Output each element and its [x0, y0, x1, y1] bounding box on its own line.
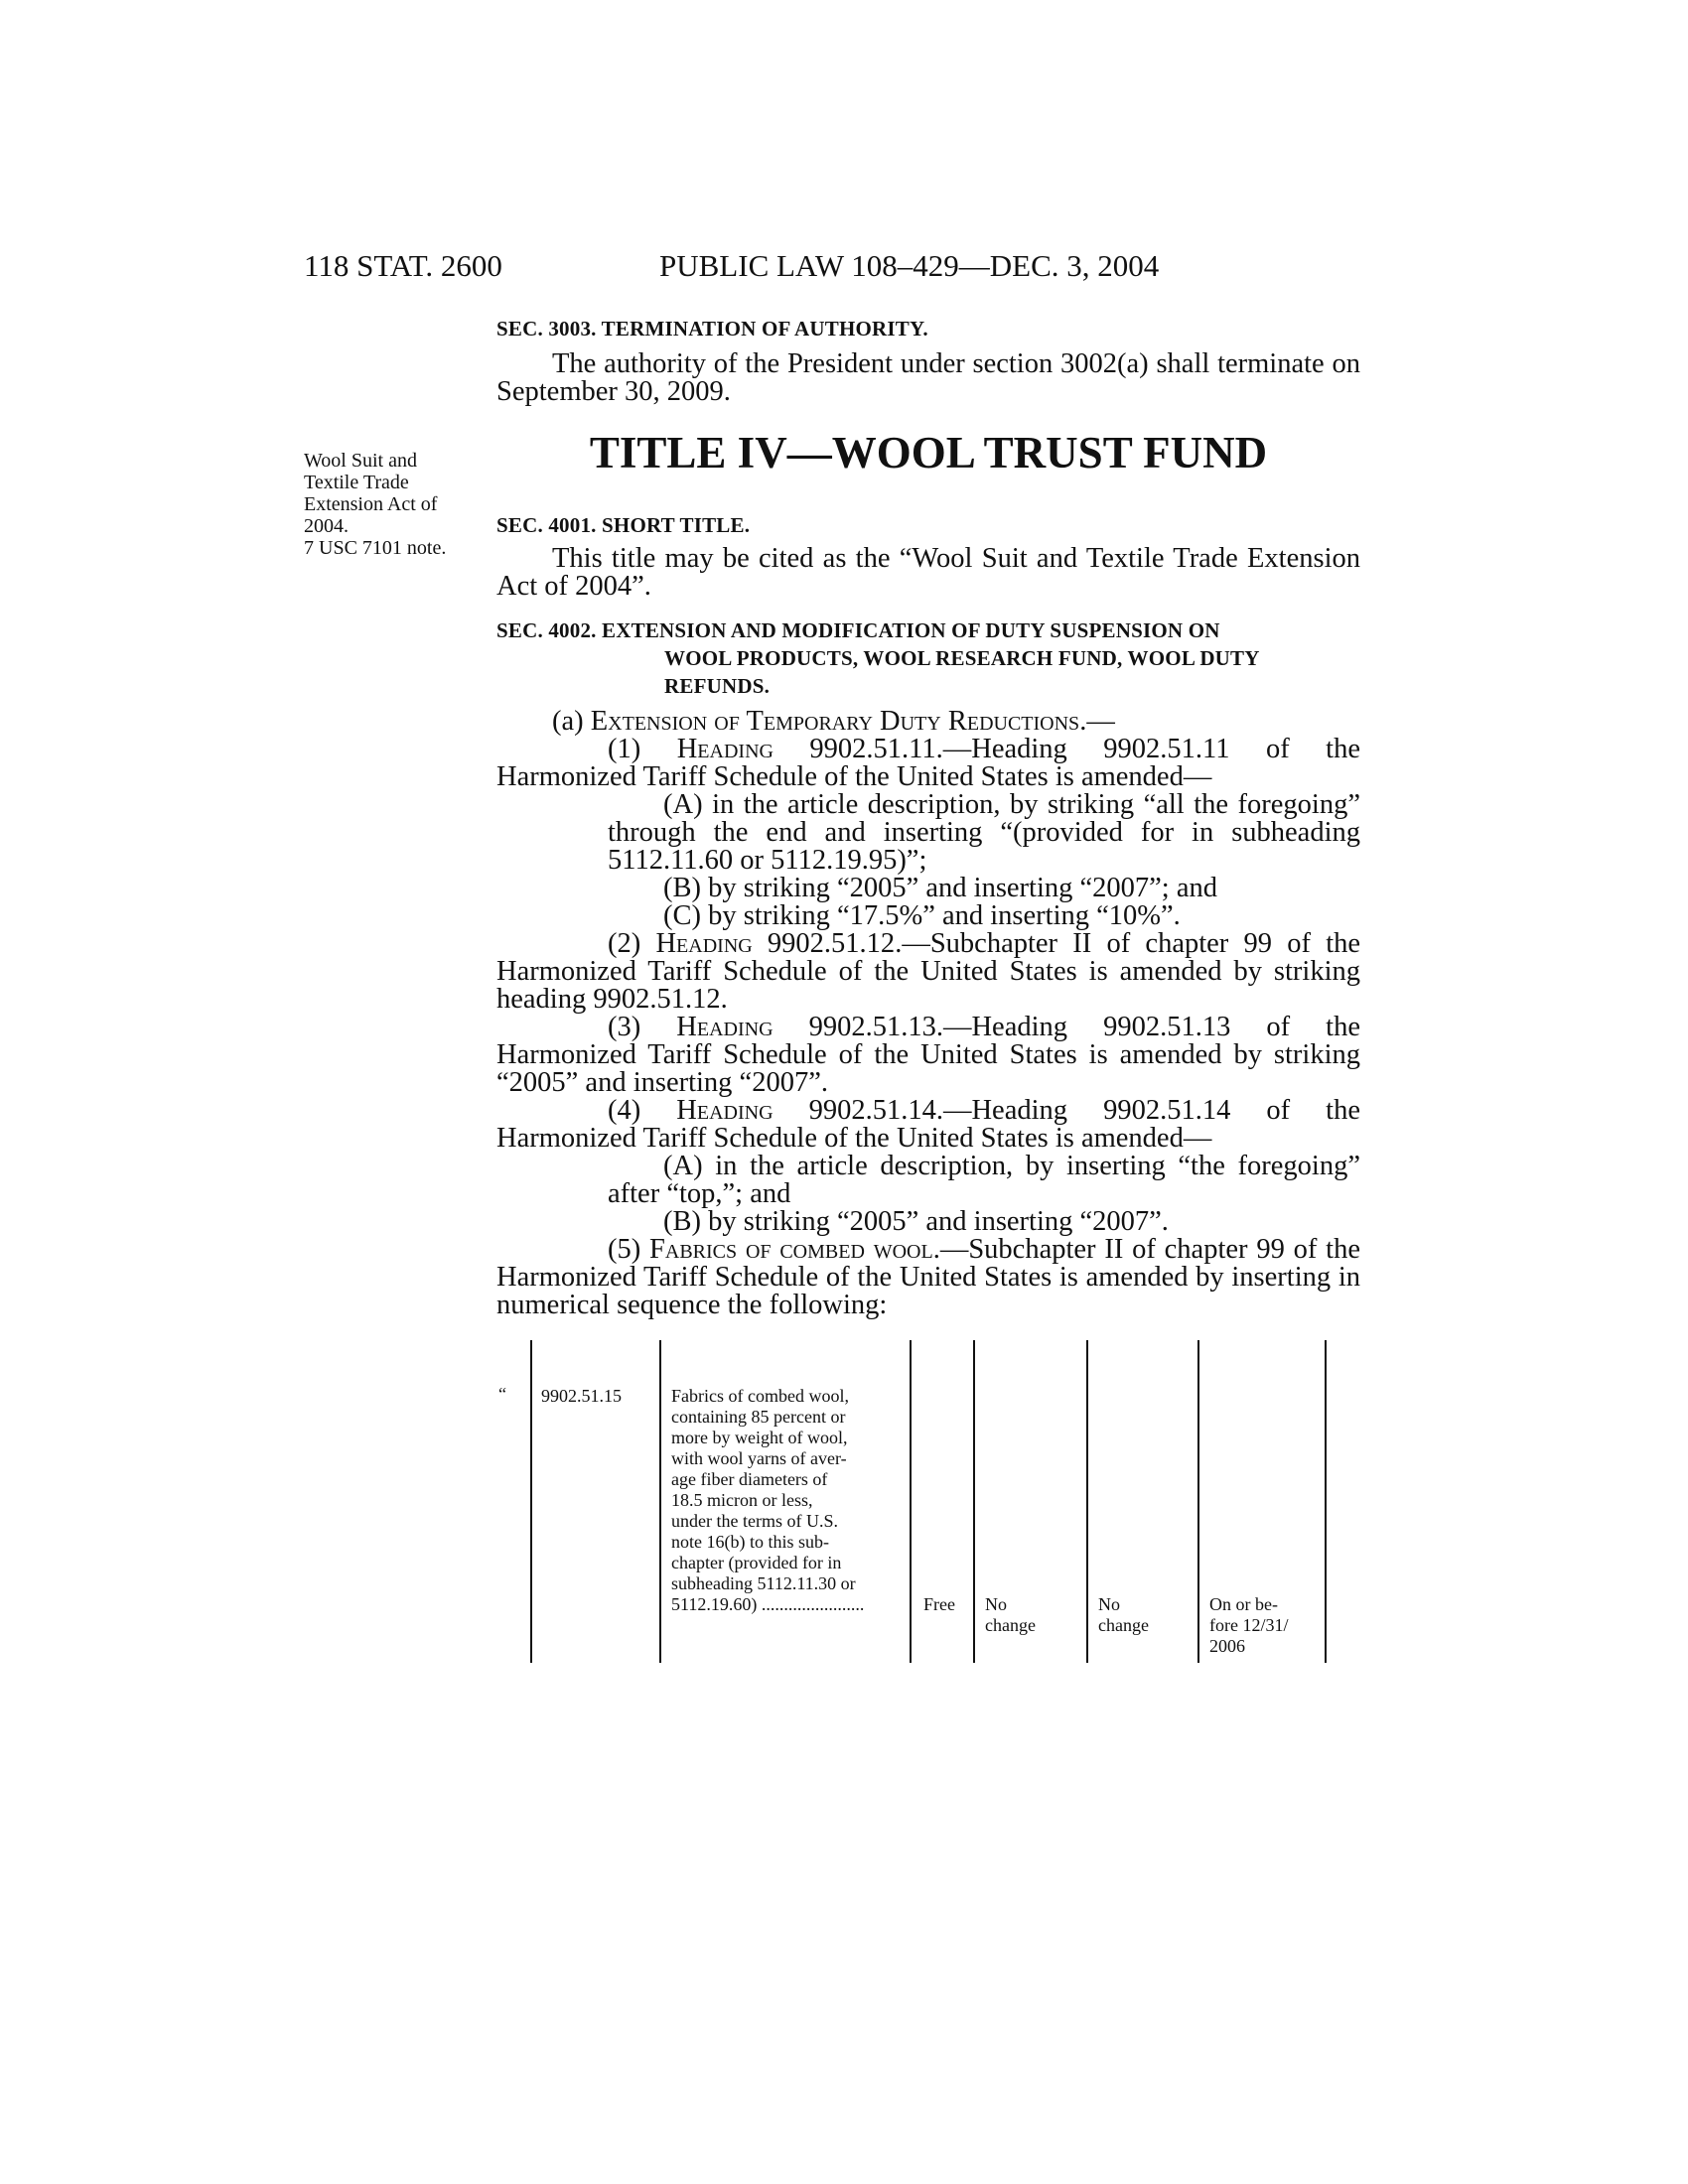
description-line: 5112.19.60) ....................... — [671, 1594, 865, 1614]
margin-note — [304, 450, 483, 559]
sec-3003-heading: SEC. 3003. TERMINATION OF AUTHORITY. — [496, 317, 928, 341]
cell-line: fore 12/31/ — [1209, 1615, 1289, 1635]
paragraph-heading: Heading 9902.51.12 — [655, 928, 896, 959]
subparagraph-4a: (A) in the article description, by inserting “the foregoing” after “top,”; and — [608, 1151, 1360, 1209]
public-law-header: PUBLIC LAW 108–429—DEC. 3, 2004 — [659, 248, 1160, 283]
tariff-table — [487, 1340, 1340, 1663]
sec-4002-heading-line: SEC. 4002. EXTENSION AND MODIFICATION OF DUTY SUSPENSION ON — [496, 618, 1220, 642]
article-description — [671, 1386, 906, 1615]
paragraph-label: (4) — [608, 1095, 677, 1126]
rate-of-duty: Free — [923, 1594, 955, 1614]
margin-note-line: 7 USC 7101 note. — [304, 537, 447, 559]
subsection-a-heading: Extension of Temporary Duty Reductions — [590, 706, 1080, 737]
margin-note-line: Wool Suit and — [304, 450, 417, 472]
description-line: subheading 5112.11.30 or — [671, 1573, 856, 1593]
description-line: chapter (provided for in — [671, 1553, 842, 1572]
margin-note-line: Textile Trade — [304, 472, 409, 493]
paragraph-text: .—Heading 9902.51.13 of the Harmonized Tariff Schedule of the United States is amended by striking “2005” and inserting “2007”. — [496, 1012, 1361, 1098]
paragraph-5 — [496, 1236, 1360, 1319]
paragraph-label: (5) — [608, 1234, 650, 1265]
description-line: containing 85 percent or — [671, 1407, 846, 1427]
margin-note-line: 2004. — [304, 515, 349, 537]
table-rule — [530, 1340, 532, 1663]
paragraph-text: .—Subchapter II of chapter 99 of the Harmonized Tariff Schedule of the United States is amended by striking heading 9902.51.12. — [496, 928, 1361, 1015]
description-line: Fabrics of combed wool, — [671, 1386, 849, 1406]
sec-3003-body: The authority of the President under section 3002(a) shall terminate on September 30, 2009. — [496, 348, 1360, 407]
paragraph-text: .—Subchapter II of chapter 99 of the Harmonized Tariff Schedule of the United States is amended by inserting in numerical sequence the following: — [496, 1234, 1360, 1320]
sec-4002-heading-line: WOOL PRODUCTS, WOOL RESEARCH FUND, WOOL DUTY — [664, 646, 1260, 670]
sec-4002-body — [496, 708, 1360, 1319]
sec-4002-heading — [496, 616, 1370, 700]
table-rule — [973, 1340, 975, 1663]
paragraph-4 — [496, 1097, 1360, 1153]
description-line: with wool yarns of aver- — [671, 1448, 847, 1468]
title-heading: TITLE IV—WOOL TRUST FUND — [589, 428, 1268, 478]
table-rule — [1197, 1340, 1199, 1663]
opening-quote-mark: “ — [498, 1384, 506, 1404]
subsection-a-label: (a) — [552, 706, 591, 737]
paragraph-heading: Heading 9902.51.14 — [676, 1095, 936, 1126]
paragraph-3 — [496, 1014, 1360, 1097]
description-line: age fiber diameters of — [671, 1469, 828, 1489]
special-rate-column — [1098, 1594, 1149, 1636]
paragraph-heading: Fabrics of combed wool — [649, 1234, 933, 1265]
general-rate-column — [985, 1594, 1036, 1636]
subparagraph-1a: (A) in the article description, by striking “all the foregoing” through the end and inserting “(provided for in subheading 5112.11.60 or 5112.19.95)”; — [608, 789, 1360, 876]
cell-line: change — [1098, 1615, 1149, 1635]
effective-period — [1209, 1594, 1288, 1657]
table-rule — [1325, 1340, 1327, 1663]
cell-line: On or be- — [1209, 1594, 1278, 1614]
description-line: note 16(b) to this sub- — [671, 1532, 829, 1552]
heading-number: 9902.51.15 — [541, 1386, 622, 1406]
sec-4002-heading-line: REFUNDS. — [664, 674, 771, 698]
description-line: under the terms of U.S. — [671, 1511, 838, 1531]
subparagraph-1c: (C) by striking “17.5%” and inserting “10%”. — [663, 900, 1181, 931]
cell-line: No — [985, 1594, 1007, 1614]
paragraph-2 — [496, 930, 1360, 1014]
cell-line: 2006 — [1209, 1636, 1245, 1656]
paragraph-label: (3) — [608, 1012, 677, 1042]
table-rule — [910, 1340, 912, 1663]
cell-line: change — [985, 1615, 1036, 1635]
paragraph-1 — [496, 736, 1360, 791]
paragraph-label: (1) — [608, 734, 677, 764]
paragraph-text: .—Heading 9902.51.11 of the Harmonized Tariff Schedule of the United States is amended— — [496, 734, 1360, 792]
subparagraph-1b: (B) by striking “2005” and inserting “2007”; and — [663, 873, 1218, 903]
subsection-a-dash: .— — [1079, 706, 1115, 737]
description-line: more by weight of wool, — [671, 1428, 848, 1447]
cell-line: No — [1098, 1594, 1120, 1614]
paragraph-heading: Heading 9902.51.11 — [676, 734, 936, 764]
paragraph-heading: Heading 9902.51.13 — [676, 1012, 936, 1042]
table-rule — [1086, 1340, 1088, 1663]
margin-note-line: Extension Act of — [304, 493, 438, 515]
stat-page-number: 118 STAT. 2600 — [304, 248, 502, 283]
paragraph-label: (2) — [608, 928, 656, 959]
sec-4001-body: This title may be cited as the “Wool Suit and Textile Trade Extension Act of 2004”. — [496, 543, 1360, 602]
description-line: 18.5 micron or less, — [671, 1490, 813, 1510]
paragraph-text: .—Heading 9902.51.14 of the Harmonized Tariff Schedule of the United States is amended— — [496, 1095, 1361, 1154]
subparagraph-4b: (B) by striking “2005” and inserting “2007”. — [663, 1206, 1169, 1237]
sec-4001-heading: SEC. 4001. SHORT TITLE. — [496, 513, 751, 537]
table-rule — [659, 1340, 661, 1663]
subsection-a — [496, 708, 1360, 736]
